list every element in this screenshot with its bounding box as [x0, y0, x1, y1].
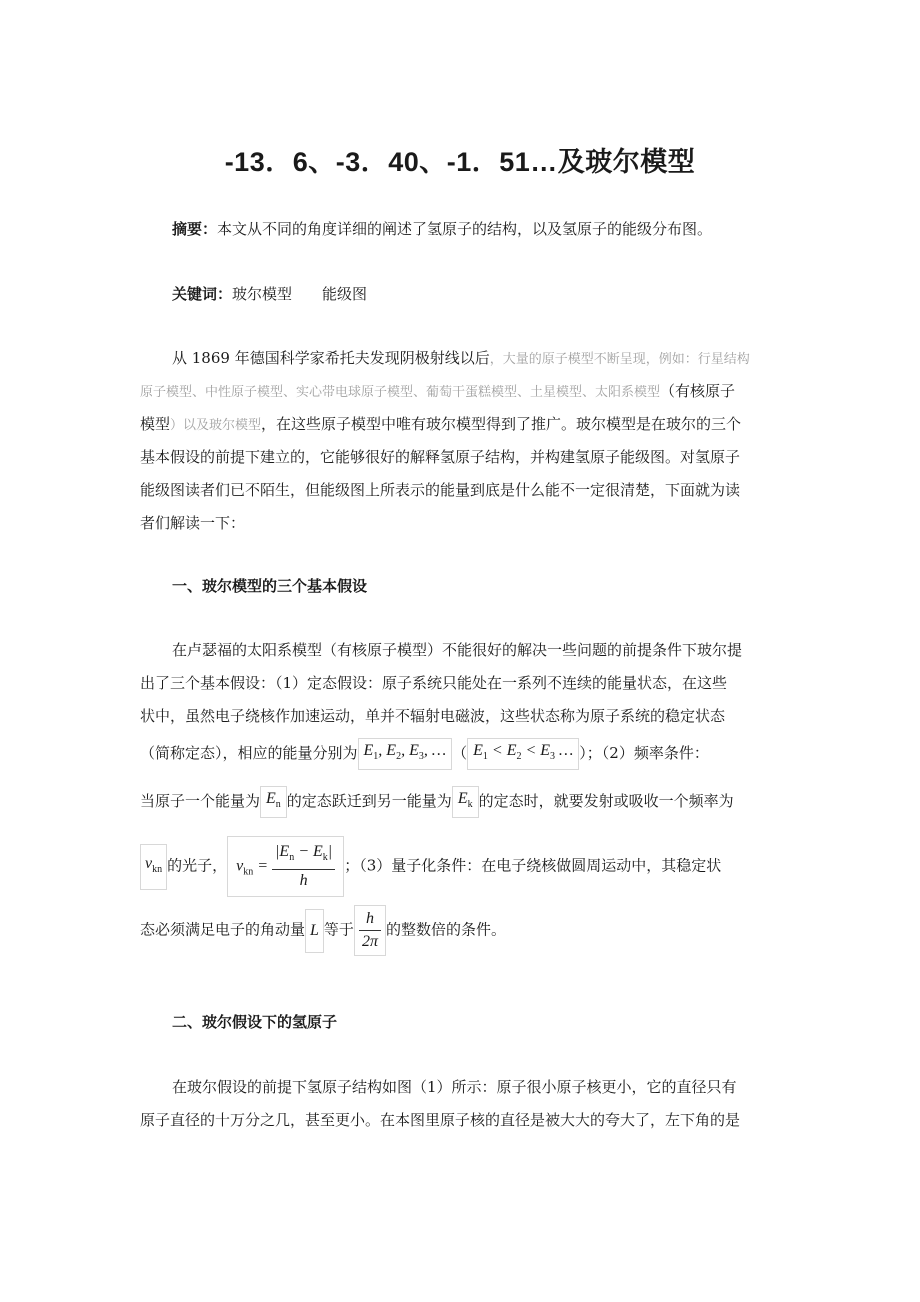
- intro-line-2: [140, 380, 785, 401]
- s1-text: 态必须满足电子的角动量: [140, 920, 306, 939]
- energy-n-formula: $E_n$: [260, 786, 287, 818]
- s1-text: 的定态时，就要发射或吸收一个频率为: [478, 792, 734, 811]
- energy-levels-formula: $E_1$, $E_2$, $E_3$, …: [358, 738, 453, 770]
- keywords-items: 玻尔模型 能级图: [232, 285, 368, 303]
- intro-line-1: [172, 347, 817, 368]
- keywords-label: 关键词：: [172, 285, 233, 303]
- frequency-formula: $\nu_{kn}$ = $\frac{|E_n - E_k|}{h}$: [227, 836, 344, 897]
- intro-text: （有核原子: [660, 382, 736, 400]
- intro-models-gray: 原子模型、中性原子模型、实心带电球原子模型、葡萄干蛋糕模型、土星模型、太阳系模型: [140, 385, 661, 400]
- abstract-line: [172, 218, 817, 239]
- intro-models-gray: ）以及玻尔模型: [170, 418, 262, 433]
- intro-text: 从 1869 年德国科学家希托夫发现阴极射线以后: [172, 349, 490, 367]
- s1-text: 的定态跃迁到另一能量为: [286, 792, 452, 811]
- s1-line-2: 出了三个基本假设：（1）定态假设：原子系统只能处在一系列不连续的能量状态，在这些: [140, 674, 728, 692]
- s1-line-1: 在卢瑟福的太阳系模型（有核原子模型）不能很好的解决一些问题的前提条件下玻尔提: [172, 641, 743, 659]
- abstract-text: 本文从不同的角度详细的阐述了氢原子的结构，以及氢原子的能级分布图。: [217, 220, 713, 238]
- s1-text: 等于: [323, 920, 354, 939]
- h-over-2pi-formula: $\frac{h}{2\pi}$: [354, 905, 386, 956]
- s2-line-2: 原子直径的十万分之几，甚至更小。在本图里原子核的直径是被大大的夸大了，左下角的是: [140, 1111, 741, 1129]
- intro-line-3: [140, 413, 785, 434]
- keywords-line: [172, 283, 817, 304]
- s1-line-4: [140, 738, 785, 770]
- s1-text: 的光子，: [167, 856, 228, 875]
- abstract-label: 摘要：: [172, 220, 218, 238]
- intro-line-4: 基本假设的前提下建立的，它能够很好的解释氢原子结构，并构建氢原子能级图。对氢原子: [140, 448, 741, 466]
- energy-inequality-formula: $E_1 < E_2 < E_3$ …: [467, 738, 579, 770]
- intro-line-5: 能级图读者们已不陌生，但能级图上所表示的能量到底是什么能不一定很清楚，下面就为读: [140, 481, 741, 499]
- intro-line-6: 者们解读一下：: [140, 514, 246, 532]
- frequency-symbol: $\nu_{kn}$: [140, 844, 167, 890]
- section-1-heading: 一、玻尔模型的三个基本假设: [172, 577, 368, 595]
- s1-text: ；（3）量子化条件：在电子绕核做圆周运动中，其稳定状: [344, 856, 722, 875]
- section-2-heading: 二、玻尔假设下的氢原子: [172, 1013, 338, 1031]
- document-title: -13．6、-3．40、-1．51…及玻尔模型: [224, 147, 696, 177]
- intro-text: 模型: [140, 415, 171, 433]
- s1-text: （: [452, 744, 468, 763]
- s1-line-3: 状中，虽然电子绕核作加速运动，单并不辐射电磁波，这些状态称为原子系统的稳定状态: [140, 707, 726, 725]
- s2-line-1: 在玻尔假设的前提下氢原子结构如图（1）所示：原子很小原子核更小，它的直径只有: [172, 1078, 737, 1096]
- s1-text: 当原子一个能量为: [140, 792, 261, 811]
- s1-text: 的整数倍的条件。: [385, 920, 506, 939]
- intro-models-gray: ，大量的原子模型不断呈现，例如：行星结构: [489, 352, 750, 367]
- energy-k-formula: $E_k$: [452, 786, 479, 818]
- s1-line-7: [140, 905, 785, 956]
- angular-momentum-symbol: L: [305, 909, 324, 953]
- s1-line-6: [140, 836, 785, 897]
- s1-text: （简称定态），相应的能量分别为: [140, 744, 358, 763]
- intro-text: ，在这些原子模型中唯有玻尔模型得到了推广。玻尔模型是在玻尔的三个: [261, 415, 742, 433]
- s1-line-5: [140, 786, 785, 818]
- s1-text: ）；（2）频率条件：: [579, 744, 709, 763]
